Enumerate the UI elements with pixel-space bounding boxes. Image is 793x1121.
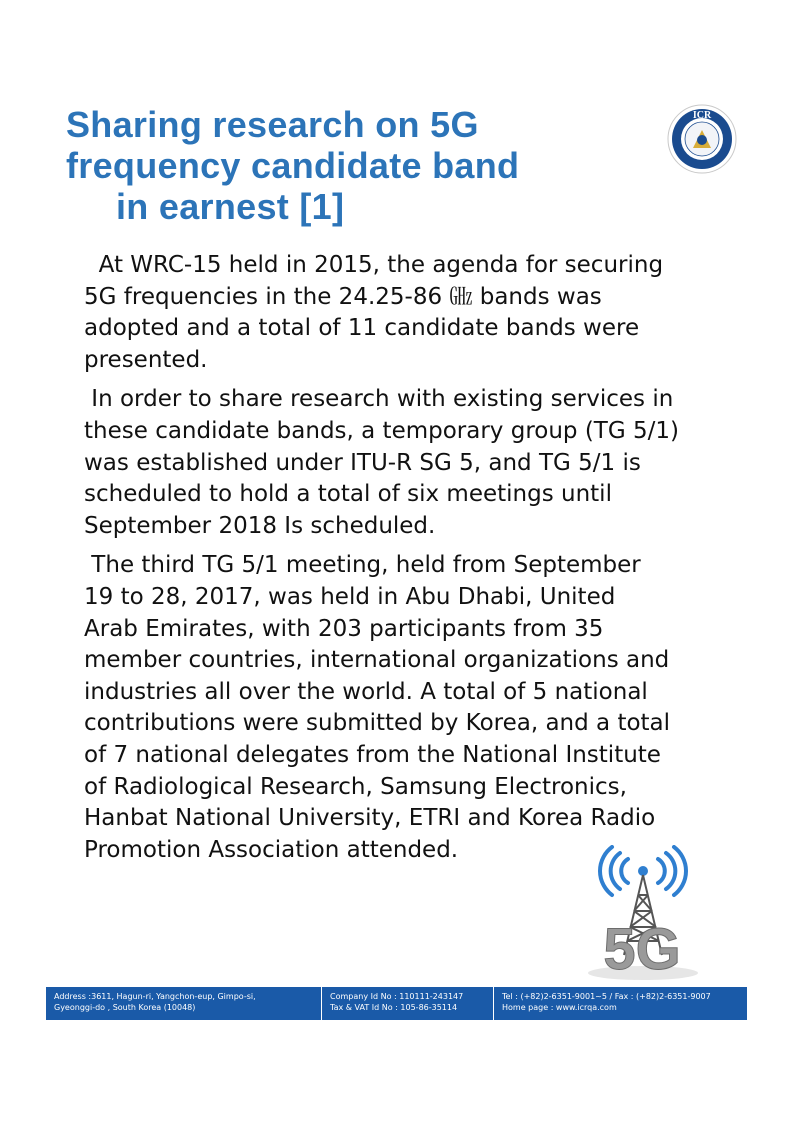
footer	[46, 987, 747, 1020]
5g-tower-icon	[580, 845, 705, 985]
title-line-2: frequency candidate band	[66, 145, 520, 186]
paragraph-line: The third TG 5/1 meeting, held from September	[84, 552, 641, 579]
paragraph-3	[84, 550, 724, 866]
paragraph-line: In order to share research with existing services in	[84, 386, 674, 413]
paragraph-line: 5G frequencies in the 24.25-86 ㎓ bands was	[84, 283, 602, 310]
address-line-2: Gyeonggi-do , South Korea (10048)	[54, 1003, 196, 1012]
logo-text: ICR	[692, 110, 712, 121]
address-line-1: Address :3611, Hagun-ri, Yangchon-eup, Gimpo-si,	[54, 992, 256, 1001]
paragraph-1	[84, 250, 724, 376]
footer-address	[46, 987, 322, 1020]
paragraph-line: industries all over the world. A total of 5 national	[84, 678, 648, 705]
paragraph-line: was established under ITU-R SG 5, and TG 5/1 is	[84, 449, 641, 476]
title-line-3: in earnest [1]	[116, 186, 345, 227]
paragraph-line: member countries, international organizations and	[84, 647, 670, 674]
company-id: Company Id No : 110111-243147	[330, 992, 464, 1001]
paragraph-line: Arab Emirates, with 203 participants from 35	[84, 615, 604, 642]
paragraph-line: scheduled to hold a total of six meetings until	[84, 481, 612, 508]
paragraph-line: contributions were submitted by Korea, and a total	[84, 710, 671, 737]
paragraph-line: of Radiological Research, Samsung Electronics,	[84, 773, 627, 800]
page-title	[66, 104, 586, 227]
homepage-link[interactable]: Home page : www.icrqa.com	[502, 1003, 617, 1012]
tax-id: Tax & VAT Id No : 105-86-35114	[330, 1003, 458, 1012]
paragraph-line: Hanbat National University, ETRI and Korea Radio	[84, 805, 656, 832]
paragraph-line: of 7 national delegates from the National Institute	[84, 741, 661, 768]
paragraph-line: September 2018 Is scheduled.	[84, 512, 436, 539]
paragraph-line: presented.	[84, 346, 208, 373]
footer-ids	[322, 987, 494, 1020]
title-line-1: Sharing research on 5G	[66, 104, 479, 145]
5g-label: 5G	[603, 917, 681, 982]
paragraph-line: 19 to 28, 2017, was held in Abu Dhabi, United	[84, 583, 616, 610]
paragraph-line: Promotion Association attended.	[84, 836, 459, 863]
paragraph-line: At WRC-15 held in 2015, the agenda for securing	[84, 252, 664, 278]
paragraph-2	[84, 384, 724, 542]
icr-logo	[667, 104, 737, 174]
article-body	[84, 250, 724, 874]
footer-contact	[494, 987, 747, 1020]
tel-fax: Tel : (+82)2-6351-9001~5 / Fax : (+82)2-6351-9007	[502, 992, 711, 1001]
paragraph-line: adopted and a total of 11 candidate bands were	[84, 315, 640, 342]
paragraph-line: these candidate bands, a temporary group (TG 5/1)	[84, 417, 679, 444]
